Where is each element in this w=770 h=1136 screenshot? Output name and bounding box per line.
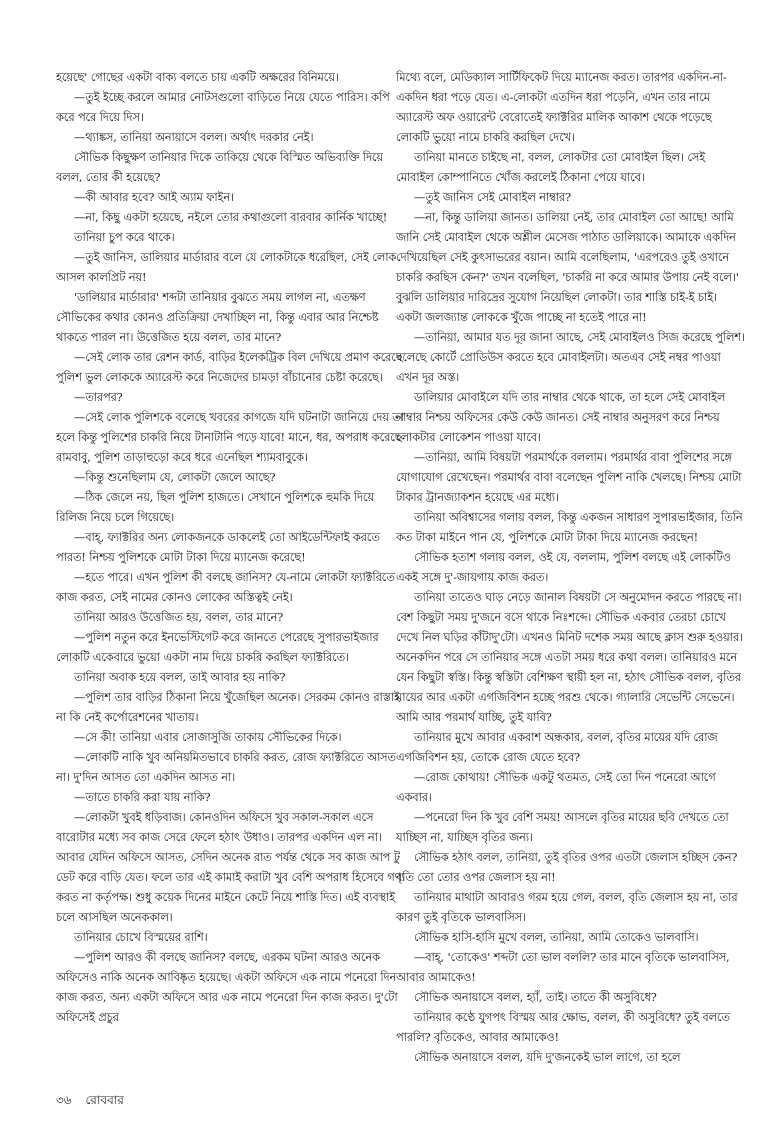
paragraph: —পুলিশ আরও কী বলছে জানিস? বলছে, এরকম ঘটনা আরও অনেক অফিসেও নাকি অনেক আবিষ্কৃত হয়েছে। একটা অফিসে এক নামে পনেরো দিন কাজ করত, অন্য একটা অফিসে আর এক নামে পনেরো দিন কাজ করত। দু'টো অফিসেই প্রচুর <box>56 951 398 1024</box>
paragraph: তানিয়ার কণ্ঠে যুগপৎ বিস্ময় আর ক্ষোভ, বলল, কী অসুবিধে? তুই বলতে পারলি? বৃতিকেও, আবার আমাকেও! <box>396 1011 730 1044</box>
right-text-column <box>396 68 746 1068</box>
paragraph: তানিয়ার মুখে আবার একরাশ অন্ধকার, বলল, বৃতির মায়ের যদি রোজ এগজিবিশন হয়, তোকে রোজ যেতে হবে? <box>396 731 718 764</box>
paragraph: তানিয়া চুপ করে থাকে। <box>74 231 175 244</box>
paragraph: —লোকটি নাকি খুব অনিয়মিতভাবে চাকরি করত, রোজ ফ্যাক্টরিতে আসত না। দু'দিন আসত তো একদিন আসত না। <box>56 751 396 784</box>
paragraph: —কী আবার হবে? আই অ্যাম ফাইন। <box>74 191 234 204</box>
paragraph: —কিন্তু শুনেছিলাম যে, লোকটা জেলে আছে? <box>74 471 276 484</box>
paragraph: তানিয়া অবাক হয়ে বলল, তাই আবার হয় নাকি? <box>74 671 286 684</box>
paragraph: —তানিয়া, আমার যত দূর জানা আছে, সেই মোবাইলও সিজ করেছে পুলিশ। বলেছে কোর্টে প্রোডিউস করতে হবে মোবাইলটা। অতএব সেই নম্বর পাওয়া এখন দূর অস্ত। <box>396 331 745 384</box>
paragraph: সৌভিক হাসি-হাসি মুখে বলল, তানিয়া, আমি তোকেও ভালবাসি। <box>414 931 699 944</box>
paragraph: —তাতে চাকরি করা যায় নাকি? <box>74 791 211 804</box>
paragraph: —তুই জানিস সেই মোবাইল নাম্বার? <box>414 191 571 204</box>
paragraph: সৌভিক অনায়াসে বলল, হ্যাঁ, তাই। তাতে কী অসুবিধে? <box>414 991 657 1004</box>
paragraph: —লোকটা খুবই ধড়িবাজ। কোনওদিন অফিসে খুব সকাল-সকাল এসে বারোটার মধ্যে সব কাজ সেরে ফেলে হঠাৎ উধাও। তারপর একদিন এল না। আবার যেদিন অফিসে আসত, সেদিন অনেক রাত পর্যন্ত থেকে সব কাজ আপ টু ডেট করে বাড়ি যেত। ফলে তার এই কামাই করাটা খুব বেশি অপরাধ হিসেবে গণ্য করত না কর্তৃপক্ষ। শুধু কয়েক দিনের মাইনে কেটে নিয়ে শাস্তি দিত। এই ব্যবস্থাই চলে আসছিল অনেককাল। <box>56 811 405 924</box>
paragraph: —না, কিন্তু ডালিয়া জানত। ডালিয়া নেই, তার মোবাইল তো আছে! আমি জানি সেই মোবাইল থেকে অশ্লীল মেসেজ পাঠাত ডালিয়াকে। আমাকে একদিন দেখিয়েছিল সেই কুৎসাভরের বয়ান। আমি বলেছিলাম, 'এরপরেও তুই ওখানে চাকরি করছিস কেন?' তখন বলেছিল, 'চাকরি না করে আমার উপায় নেই বলে।' বুঝলি ডালিয়ার দারিদ্রের সুযোগ নিয়েছিল লোকটা। তার শাস্তি চাই-ই চাই। একটা জলজ্যান্ত লোককে খুঁজে পাচ্ছে না হতেই পারে না! <box>396 211 739 324</box>
paragraph: —বাহ্, ফ্যাক্টরির অন্য লোকজনকে ডাকলেই তো আইডেন্টিফাই করতে পারত! নিশ্চয় পুলিশকে মোটা টাকা দিয়ে ম্যানেজ করেছে! <box>56 531 380 564</box>
paragraph: —সেই লোক পুলিশকে বলেছে খবরের কাগজে যদি ঘটনাটা জানিয়ে দেয় তা হলে কিন্তু পুলিশের চাকরি নিয়ে টানাটানি পড়ে যাবে! মানে, ধর, অপরাধ করেছে রামবাবু, পুলিশ তাড়াহুড়ো করে ধরে এনেছিল শ্যামবাবুকে। <box>56 411 404 464</box>
paragraph: সৌভিক অনায়াসে বলল, যদি দু'জনকেই ভাল লাগে, তা হলে <box>414 1051 681 1064</box>
paragraph: হয়েছে' গোছের একটা বাক্য বলতে চায় একটি অক্ষরের বিনিময়ে। <box>56 71 339 84</box>
paragraph: তানিয়া আরও উত্তেজিত হয়, বলল, তার মানে? <box>74 611 284 624</box>
paragraph: —থ্যাঙ্কস, তানিয়া অনায়াসে বলল। অর্থাৎ দরকার নেই। <box>74 131 314 144</box>
paragraph: —বাহ্, 'তোকেও' শব্দটা তো ভাল বললি? তার মানে বৃতিকে ভালবাসিস, আবার আমাকেও! <box>396 951 730 984</box>
paragraph: —সে কী! তানিয়া এবার সোজাসুজি তাকায় সৌভিকের দিকে। <box>74 731 342 744</box>
paragraph: —পুলিশ তার বাড়ির ঠিকানা নিয়ে খুঁজেছিল অনেক। সেরকম কোনও রাস্তাই না কি নেই কর্পোরেশনের খাতায়। <box>56 691 400 724</box>
paragraph: —না, কিছু একটা হয়েছে, নইলে তোর কথাগুলো বারবার কার্নিক খাচ্ছে! <box>74 211 388 224</box>
paragraph: —হতে পারে। এখন পুলিশ কী বলছে জানিস? যে-নামে লোকটা ফ্যাক্টরিতে কাজ করত, সেই নামের কোনও লোকের অস্তিত্বই নেই। <box>56 571 395 604</box>
paragraph: সৌভিক হঠাৎ বলল, তানিয়া, তুই বৃতির ওপর এতটা জেলাস হচ্ছিস কেন? বৃতি তো তোর ওপর জেলাস হয় না! <box>396 851 738 884</box>
paragraph: মিথ্যে বলে, মেডিক্যাল সার্টিফিকেট দিয়ে ম্যানেজ করত। তারপর একদিন-না-একদিন ধরা পড়ে যেত। এ-লোকটা এতদিন ধরা পড়েনি, এখন তার নামে অ্যারেস্ট অফ ওয়ারেন্ট বেরোতেই ফ্যাক্টরির মালিক আকাশ থেকে পড়েছে লোকটি ভুয়ো নামে চাকরি করছিল দেখে। <box>396 71 727 144</box>
paragraph: —রোজ কোথায়! সৌভিক একটু থতমত, সেই তো দিন পনেরো আগে একবার। <box>396 771 716 804</box>
paragraph: তানিয়া মানতে চাইছে না, বলল, লোকটার তো মোবাইল ছিল। সেই মোবাইল কোম্পানিতে খোঁজ করলেই ঠিকানা পেয়ে যাবে। <box>396 151 706 184</box>
paragraph: সৌভিক হতাশ গলায় বলল, ওই যে, বললাম, পুলিশ বলছে এই লোকটিও একই সঙ্গে দু'-জায়গায় কাজ করত। <box>396 551 731 584</box>
page-footer <box>56 1092 124 1112</box>
left-text-column <box>56 68 406 1028</box>
paragraph: তানিয়ার চোখে বিস্ময়ের রাশি। <box>74 931 208 944</box>
paragraph: তানিয়ার মাথাটা আবারও গরম হয়ে গেল, বলল, বৃতি জেলাস হয় না, তার কারণ তুই বৃতিকে ভালবাসিস। <box>396 891 738 924</box>
paragraph: ডালিয়ার মোবাইলে যদি তার নাম্বার থেকে থাকে, তা হলে সেই মোবাইল নাম্বার নিশ্চয় অফিসের কেউ কেউ জানত। সেই নাম্বার অনুসরণ করে নিশ্চয় লোকটার লোকেশন পাওয়া যাবে। <box>396 391 726 444</box>
paragraph: —তানিয়া, আমি বিষয়টা পরমার্থকে বললাম। পরমার্থর বাবা পুলিশের সঙ্গে যোগাযোগ রেখেছেন। পরমার্থর বাবা বলেছেন পুলিশ নাকি খেলছে। নিশ্চয় মোটা টাকার ট্রানজ্যাকশন হয়েছে এর মধ্যে। <box>396 451 742 504</box>
paragraph: —ঠিক জেলে নয়, ছিল পুলিশ হাজতে। সেখানে পুলিশকে হুমকি দিয়ে রিলিজ নিয়ে চলে গিয়েছে। <box>56 491 374 524</box>
paragraph: —পনেরো দিন কি খুব বেশি সময়! আসলে বৃতির মায়ের ছবি দেখতে তো যাচ্ছিস না, যাচ্ছিস বৃতির জন্য। <box>396 811 729 844</box>
paragraph: তানিয়া তাতেও ঘাড় নেড়ে জানাল বিষয়টা সে অনুমোদন করতে পারছে না। বেশ কিছুটা সময় দু'জনে বসে থাকে নিঃশব্দে। সৌভিক একবার তেরচা চোখে দেখে নিল ঘড়ির কাঁটাদু'টো। এখনও মিনিট দশেক সময় আছে ক্লাস শুরু হওয়ার। অনেকদিন পরে সে তানিয়ার সঙ্গে এতটা সময় ধরে কথা বলল। তানিয়ারও মনে যেন কিছুটা স্বস্তি। কিন্তু স্বস্তিটা বেশিক্ষণ স্থায়ী হল না, হঠাৎ সৌভিক বলল, বৃতির মায়ের আর একটা এগজিবিশন হচ্ছে পরশু থেকে। গ্যালারি সেভেন্টি সেভেনে। আমি আর পরমার্থ যাচ্ছি, তুই যাবি? <box>396 591 743 724</box>
paragraph: —পুলিশ নতুন করে ইনভেস্টিগেট করে জানতে পেরেছে সুপারভাইজার লোকটি একেবারে ভুয়ো একটা নাম দিয়ে চাকরি করছিল ফ্যাক্টরিতে। <box>56 631 379 664</box>
paragraph: 'ডালিয়ার মার্ডারার' শব্দটা তানিয়ার বুঝতে সময় লাগল না, এতক্ষণ সৌভিকের কথার কোনও প্রতিক্রিয়া দেখাচ্ছিল না, কিন্তু এবার আর নিশ্চেষ্ট থাকতে পারল না। উত্তেজিত হয়ে বলল, তার মানে? <box>56 291 379 344</box>
paragraph: —তারপর? <box>74 391 123 404</box>
paragraph: সৌভিক কিছুক্ষণ তানিয়ার দিকে তাকিয়ে থেকে বিস্মিত অভিব্যক্তি দিয়ে বলল, তোর কী হয়েছে? <box>56 151 383 184</box>
paragraph: —তুই জানিস, ডালিয়ার মার্ডারার বলে যে লোকটাকে ধরেছিল, সেই লোক আসল কালপ্রিট নয়! <box>56 251 397 284</box>
paragraph: —তুই ইচ্ছে করলে আমার নোটসগুলো বাড়িতে নিয়ে যেতে পারিস। কপি করে পরে দিয়ে দিস। <box>56 91 390 124</box>
page-number: ৩৬ <box>56 1093 72 1107</box>
paragraph: —সেই লোক তার রেশন কার্ড, বাড়ির ইলেকট্রিক বিল দেখিয়ে প্রমাণ করেছে পুলিশ ভুল লোককে অ্যারেস্ট করে নিজেদের চামড়া বাঁচানোর চেষ্টা করেছে। <box>56 351 403 384</box>
magazine-name: রোববার <box>85 1093 124 1107</box>
paragraph: তানিয়া অবিশ্বাসের গলায় বলল, কিন্তু একজন সাধারণ সুপারভাইজার, তিনি কত টাকা মাইনে পান যে, পুলিশকে মোটা টাকা দিয়ে ম্যানেজ করছেন! <box>396 511 743 544</box>
